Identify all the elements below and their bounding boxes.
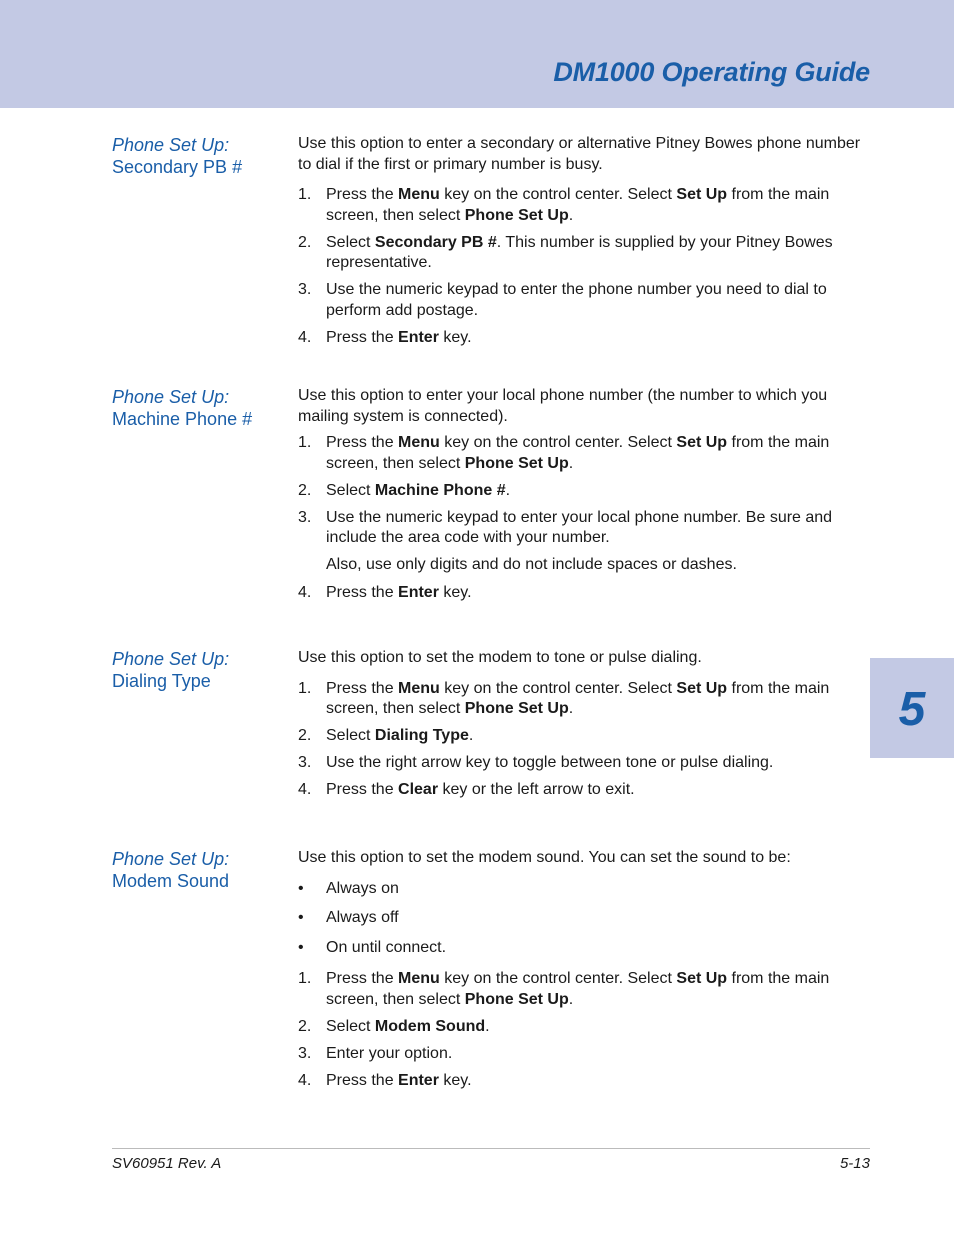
step-item: 4. Press the Enter key. bbox=[298, 1071, 472, 1089]
section-body bbox=[298, 848, 873, 1098]
bullet-item: • Always off bbox=[298, 909, 399, 926]
section-body bbox=[298, 386, 873, 610]
page-number: 5-13 bbox=[839, 1155, 870, 1172]
section-title: Phone Set Up: bbox=[112, 649, 230, 669]
steps-list bbox=[298, 185, 873, 348]
section-subtitle: Modem Sound bbox=[112, 871, 230, 891]
section-heading bbox=[112, 848, 292, 892]
chapter-tab bbox=[870, 658, 954, 758]
step-item: 1. Press the Menu key on the control center. Select Set Up from the main screen, then select Phone Set Up. bbox=[298, 434, 830, 472]
step-item: 3. Use the numeric keypad to enter your local phone number. Be sure and include the area code with your number. bbox=[298, 508, 833, 546]
section-subtitle: Secondary PB # bbox=[112, 157, 243, 177]
chapter-number: 5 bbox=[898, 683, 926, 736]
step-item: 4. Press the Clear key or the left arrow to exit. bbox=[298, 781, 635, 798]
step-item: 1. Press the Menu key on the control center. Select Set Up from the main screen, then select Phone Set Up. bbox=[298, 679, 830, 717]
step-item: 2. Select Secondary PB #. This number is supplied by your Pitney Bowes representative. bbox=[298, 233, 833, 271]
header-band bbox=[0, 0, 954, 108]
section-intro: Use this option to enter your local phone number (the number to which you mailing system is connected). bbox=[298, 387, 828, 425]
step-item: 1. Press the Menu key on the control center. Select Set Up from the main screen, then select Phone Set Up. bbox=[298, 186, 830, 224]
step-item: 2. Select Machine Phone #. bbox=[298, 481, 511, 499]
section-subtitle: Dialing Type bbox=[112, 671, 211, 691]
step-item: 1. Press the Menu key on the control center. Select Set Up from the main screen, then select Phone Set Up. bbox=[298, 970, 830, 1008]
steps-list bbox=[298, 969, 873, 1091]
guide-title: DM1000 Operating Guide bbox=[553, 57, 870, 87]
section-title: Phone Set Up: bbox=[112, 387, 230, 407]
step-item: 3. Use the numeric keypad to enter the phone number you need to dial to perform add postage. bbox=[298, 281, 827, 319]
bullet-item: • Always on bbox=[298, 879, 399, 897]
steps-list bbox=[298, 433, 873, 549]
step-item: 3. Enter your option. bbox=[298, 1044, 453, 1062]
section-title: Phone Set Up: bbox=[112, 849, 230, 869]
section-subtitle: Machine Phone # bbox=[112, 409, 253, 429]
step-item: 2. Select Dialing Type. bbox=[298, 727, 474, 744]
section-heading bbox=[112, 648, 292, 692]
section-body bbox=[298, 648, 873, 807]
section-heading bbox=[112, 134, 292, 178]
footer-rule bbox=[112, 1148, 870, 1149]
step-note: Also, use only digits and do not include spaces or dashes. bbox=[326, 556, 737, 573]
section-heading bbox=[112, 386, 292, 430]
bullet-item: • On until connect. bbox=[298, 938, 447, 956]
section-title: Phone Set Up: bbox=[112, 135, 230, 155]
document-number: SV60951 Rev. A bbox=[112, 1155, 222, 1172]
step-item: 4. Press the Enter key. bbox=[298, 328, 472, 346]
steps-list bbox=[298, 679, 873, 801]
step-item: 4. Press the Enter key. bbox=[298, 583, 472, 601]
section-body bbox=[298, 134, 873, 355]
step-item: 3. Use the right arrow key to toggle between tone or pulse dialing. bbox=[298, 754, 774, 771]
section-intro: Use this option to set the modem to tone or pulse dialing. bbox=[298, 649, 702, 666]
bullet-list bbox=[298, 879, 873, 959]
section-intro: Use this option to enter a secondary or alternative Pitney Bowes phone number to dial if the first or primary number is busy. bbox=[298, 135, 861, 173]
steps-list-continued bbox=[298, 583, 873, 604]
step-item: 2. Select Modem Sound. bbox=[298, 1017, 490, 1035]
section-intro: Use this option to set the modem sound. You can set the sound to be: bbox=[298, 849, 791, 866]
